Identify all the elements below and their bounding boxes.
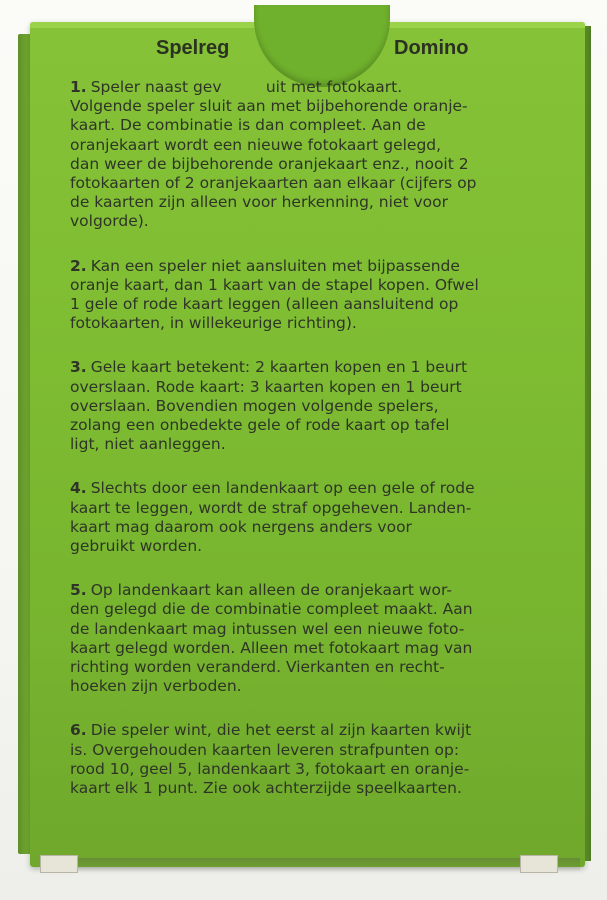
rule-line: fotokaarten, in willekeurige richting). bbox=[70, 314, 357, 333]
box-corner-worn-left bbox=[40, 855, 78, 873]
rule-line: de kaarten zijn alleen voor herkenning, niet voor bbox=[70, 193, 448, 212]
rule-line: ligt, niet aanleggen. bbox=[70, 435, 226, 454]
rule-text: Gele kaart betekent: 2 kaarten kopen en 1 beurt bbox=[90, 358, 468, 377]
rule-4 bbox=[70, 479, 568, 556]
rule-line bbox=[70, 581, 568, 600]
rule-line: gebruikt worden. bbox=[70, 537, 203, 556]
box-corner-worn-right bbox=[520, 855, 558, 873]
rule-line: oranje kaart, dan 1 kaart van de stapel kopen. Ofwel bbox=[70, 275, 479, 294]
rule-line bbox=[70, 721, 568, 740]
rule-line: kaart mag daarom ook nergens anders voor bbox=[70, 517, 412, 536]
title-left-part: Spelreg bbox=[156, 37, 230, 59]
rule-number: 1. bbox=[70, 78, 87, 96]
rule-text: Kan een speler niet aansluiten met bijpassende bbox=[90, 256, 460, 275]
rule-text: Die speler wint, die het eerst al zijn kaarten kwijt bbox=[90, 721, 472, 740]
rule-line: hoeken zijn verboden. bbox=[70, 677, 242, 696]
rule-number: 6. bbox=[70, 721, 87, 740]
rule-number: 2. bbox=[70, 256, 87, 275]
rule-5 bbox=[70, 581, 568, 696]
rule-number: 4. bbox=[70, 479, 87, 498]
rule-line: richting worden veranderd. Vierkanten en recht- bbox=[70, 658, 445, 677]
box-shadow bbox=[40, 858, 580, 872]
rule-line: volgorde). bbox=[70, 212, 149, 231]
rule-line: dan weer de bijbehorende oranjekaart enz., nooit 2 bbox=[70, 154, 469, 173]
rule-line: 1 gele of rode kaart leggen (alleen aansluitend op bbox=[70, 295, 459, 314]
rule-line: overslaan. Bovendien mogen volgende spelers, bbox=[70, 396, 439, 415]
rule-number: 5. bbox=[70, 581, 87, 600]
rule-line bbox=[70, 479, 568, 498]
rule-line: rood 10, geel 5, landenkaart 3, fotokaart en oranje- bbox=[70, 759, 470, 778]
rule-3 bbox=[70, 358, 568, 454]
rule-text: Speler naast gev uit met fotokaart. bbox=[90, 78, 403, 96]
rule-line bbox=[70, 78, 568, 97]
rule-line: kaart elk 1 punt. Zie ook achterzijde speelkaarten. bbox=[70, 779, 462, 798]
rule-line: oranjekaart wordt een nieuwe fotokaart gelegd, bbox=[70, 135, 442, 154]
rule-line bbox=[70, 358, 568, 377]
rule-text: Slechts door een landenkaart op een gele of rode bbox=[90, 479, 475, 498]
rule-line: de landenkaart mag intussen wel een nieuwe foto- bbox=[70, 619, 465, 638]
title-right-part: Domino bbox=[394, 37, 469, 59]
rule-line: kaart gelegd worden. Alleen met fotokaart mag van bbox=[70, 638, 473, 657]
rule-2 bbox=[70, 257, 568, 334]
rule-6 bbox=[70, 721, 568, 798]
rule-text: Op landenkaart kan alleen de oranjekaart wor- bbox=[90, 581, 452, 600]
rule-line bbox=[70, 257, 568, 276]
rule-line: fotokaarten of 2 oranjekaarten aan elkaar (cijfers op bbox=[70, 174, 477, 193]
rule-line: kaart te leggen, wordt de straf opgeheven. Landen- bbox=[70, 498, 472, 517]
rule-line: is. Overgehouden kaarten leveren strafpunten op: bbox=[70, 740, 460, 759]
rule-line: den gelegd die de combinatie compleet maakt. Aan bbox=[70, 600, 473, 619]
rule-number: 3. bbox=[70, 358, 87, 377]
rule-line: Volgende speler sluit aan met bijbehorende oranje- bbox=[70, 97, 468, 116]
rules-text bbox=[70, 78, 568, 823]
rule-line: kaart. De combinatie is dan compleet. Aan de bbox=[70, 116, 426, 135]
rule-1 bbox=[70, 78, 568, 232]
rule-line: zolang een onbedekte gele of rode kaart op tafel bbox=[70, 416, 450, 435]
rule-line: overslaan. Rode kaart: 3 kaarten kopen en 1 beurt bbox=[70, 377, 462, 396]
